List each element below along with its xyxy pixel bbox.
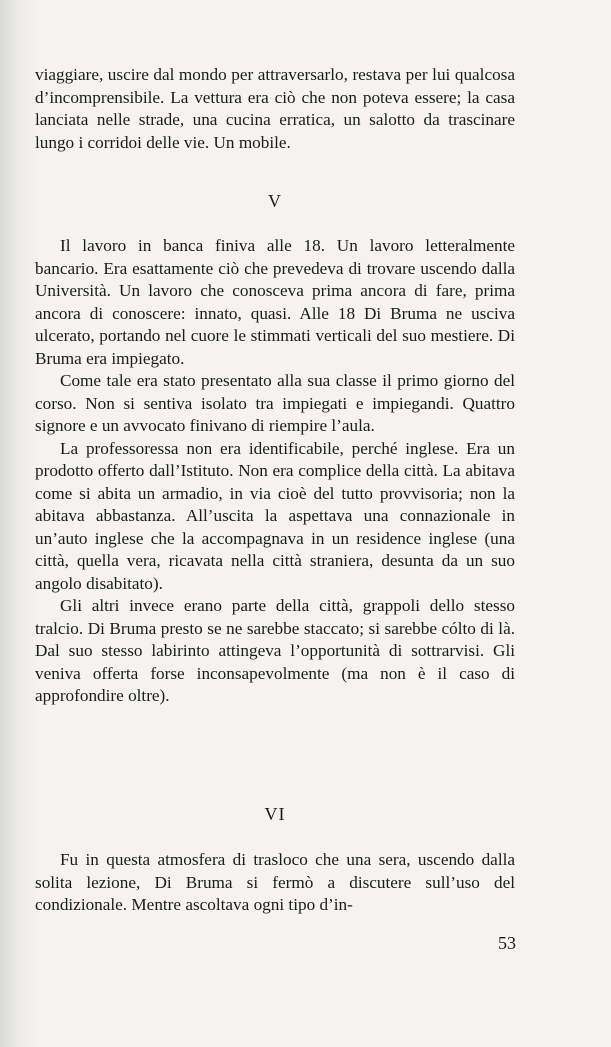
section-heading-vi: VI	[264, 804, 286, 824]
section-vi-text	[35, 849, 515, 917]
paragraph: Gli altri invece erano parte della città, grappoli dello stesso tralcio. Di Bruma presto se ne sarebbe staccato; si sarebbe cólto di là. Dal suo stesso labirinto attingeva l’opportunità di sottrarvisi. Gli veniva offerta forse inconsapevolmente (ma non è il caso di approfondire oltre).	[35, 596, 515, 705]
section-heading-v: V	[268, 191, 282, 211]
paragraph: Il lavoro in banca finiva alle 18. Un lavoro letteralmente bancario. Era esattamente ciò che prevedeva di trovare uscendo dalla Università. Un lavoro che conosceva prima ancora di fare, prima ancora di conoscere: innato, quasi. Alle 18 Di Bruma ne usciva ulcerato, portando nel cuore le stimmati verticali del suo mestiere. Di Bruma era impiegato.	[35, 236, 515, 368]
paragraph: La professoressa non era identificabile, perché inglese. Era un prodotto offerto dall’Istituto. Non era complice della città. La abitava come si abita un armadio, in via cioè del tutto provvisoria; non la abitava abbastanza. All’uscita la aspettava una connazionale in un’auto inglese che la accompagnava in un residence inglese (una città, quella vera, ricavata nella città straniera, desunta da un suo angolo disabitato).	[35, 438, 515, 593]
paragraph: Come tale era stato presentato alla sua classe il primo giorno del corso. Non si sentiva isolato tra impiegati e impiegandi. Quattro signore e un avvocato finivano di riempire l’aula.	[35, 371, 515, 435]
page-number: 53	[498, 933, 516, 953]
paragraph: viaggiare, uscire dal mondo per attraversarlo, restava per lui qualcosa d’incomprensibile. La vettura era ciò che non poteva essere; la casa lanciata nelle strade, una cucina erratica, un salotto da trascinare lungo i corridoi delle vie. Un mobile.	[35, 65, 515, 152]
opening-text	[35, 64, 515, 154]
paragraph: Fu in questa atmosfera di trasloco che una sera, uscendo dalla solita lezione, Di Bruma si fermò a discutere sull’uso del condizionale. Mentre ascoltava ogni tipo d’in-	[35, 850, 515, 914]
section-v-text	[35, 235, 515, 708]
